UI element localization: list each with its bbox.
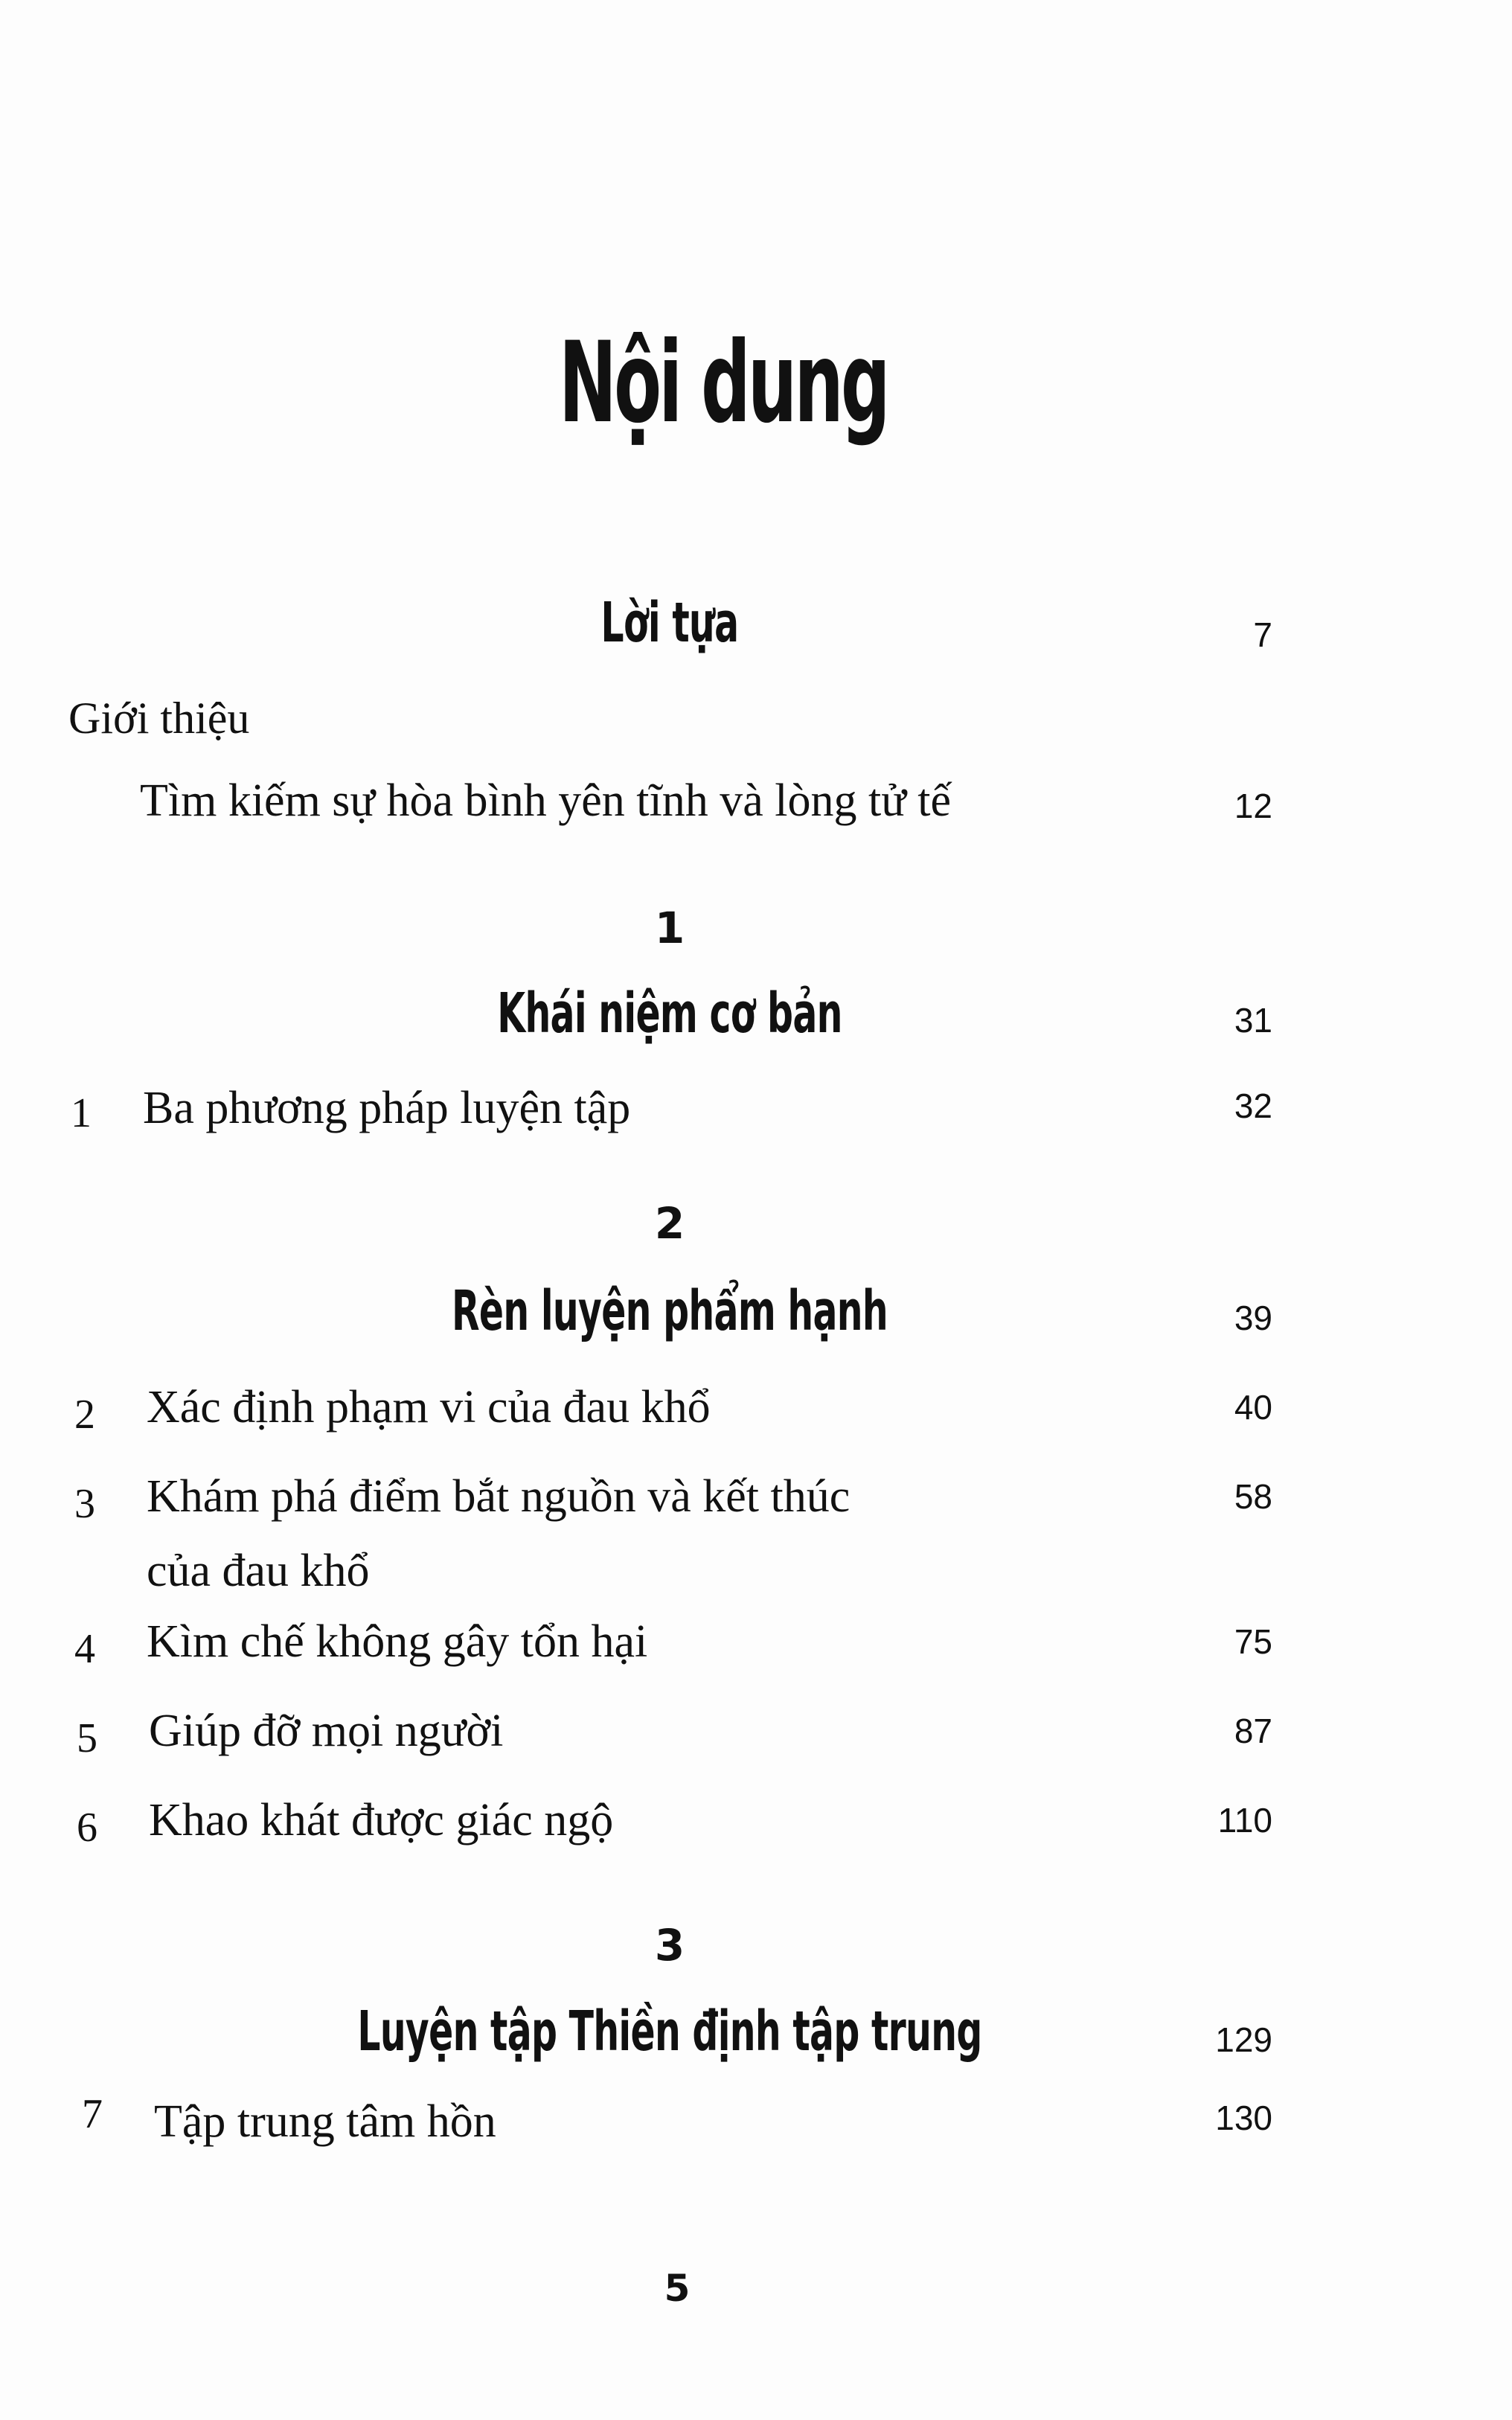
part-number: 3: [654, 1920, 685, 1971]
chapter-title: Ba phương pháp luyện tập: [143, 1083, 631, 1133]
chapter-number: 5: [77, 1715, 97, 1761]
introduction-label: Giới thiệu: [68, 694, 250, 743]
chapter-title: Khao khát được giác ngộ: [149, 1795, 614, 1846]
chapter-title: Giúp đỡ mọi người: [149, 1706, 504, 1756]
page-title: Nội dung: [559, 318, 888, 448]
chapter-title: Khám phá điểm bắt nguồn và kết thúc: [147, 1471, 850, 1522]
preface-page: 7: [1253, 615, 1272, 654]
chapter-page: 130: [1215, 2099, 1272, 2137]
chapter-page: 40: [1234, 1388, 1272, 1427]
part-page: 31: [1234, 1001, 1272, 1040]
chapter-page: 32: [1234, 1086, 1272, 1125]
part-page: 39: [1234, 1299, 1272, 1337]
chapter-number: 1: [71, 1090, 92, 1136]
chapter-title: Xác định phạm vi của đau khổ: [147, 1382, 711, 1433]
chapter-page: 110: [1217, 1801, 1272, 1840]
introduction-entry-text: Tìm kiếm sự hòa bình yên tĩnh và lòng tử tế: [140, 775, 952, 826]
introduction-entry-page: 12: [1234, 787, 1272, 825]
chapter-page: 58: [1234, 1477, 1272, 1516]
chapter-number: 6: [77, 1805, 97, 1851]
chapter-number: 2: [74, 1392, 95, 1438]
chapter-title-continued: của đau khổ: [147, 1546, 370, 1596]
part-number: 1: [654, 903, 685, 953]
part-number: 2: [654, 1198, 685, 1249]
chapter-page: 75: [1234, 1622, 1272, 1661]
chapter-page: 87: [1234, 1712, 1272, 1750]
chapter-number: 3: [74, 1481, 95, 1527]
part-title: Luyện tập Thiền định tập trung: [357, 2000, 982, 2064]
chapter-number: 4: [74, 1626, 95, 1672]
preface-title: Lời tựa: [600, 591, 739, 655]
part-title: Khái niệm cơ bản: [497, 982, 842, 1046]
chapter-title: Tập trung tâm hồn: [154, 2096, 496, 2147]
part-page: 129: [1215, 2020, 1272, 2059]
chapter-title: Kìm chế không gây tổn hại: [147, 1616, 648, 1667]
page-number: 5: [664, 2267, 691, 2310]
chapter-number: 7: [82, 2091, 103, 2137]
part-title: Rèn luyện phẩm hạnh: [451, 1279, 888, 1343]
